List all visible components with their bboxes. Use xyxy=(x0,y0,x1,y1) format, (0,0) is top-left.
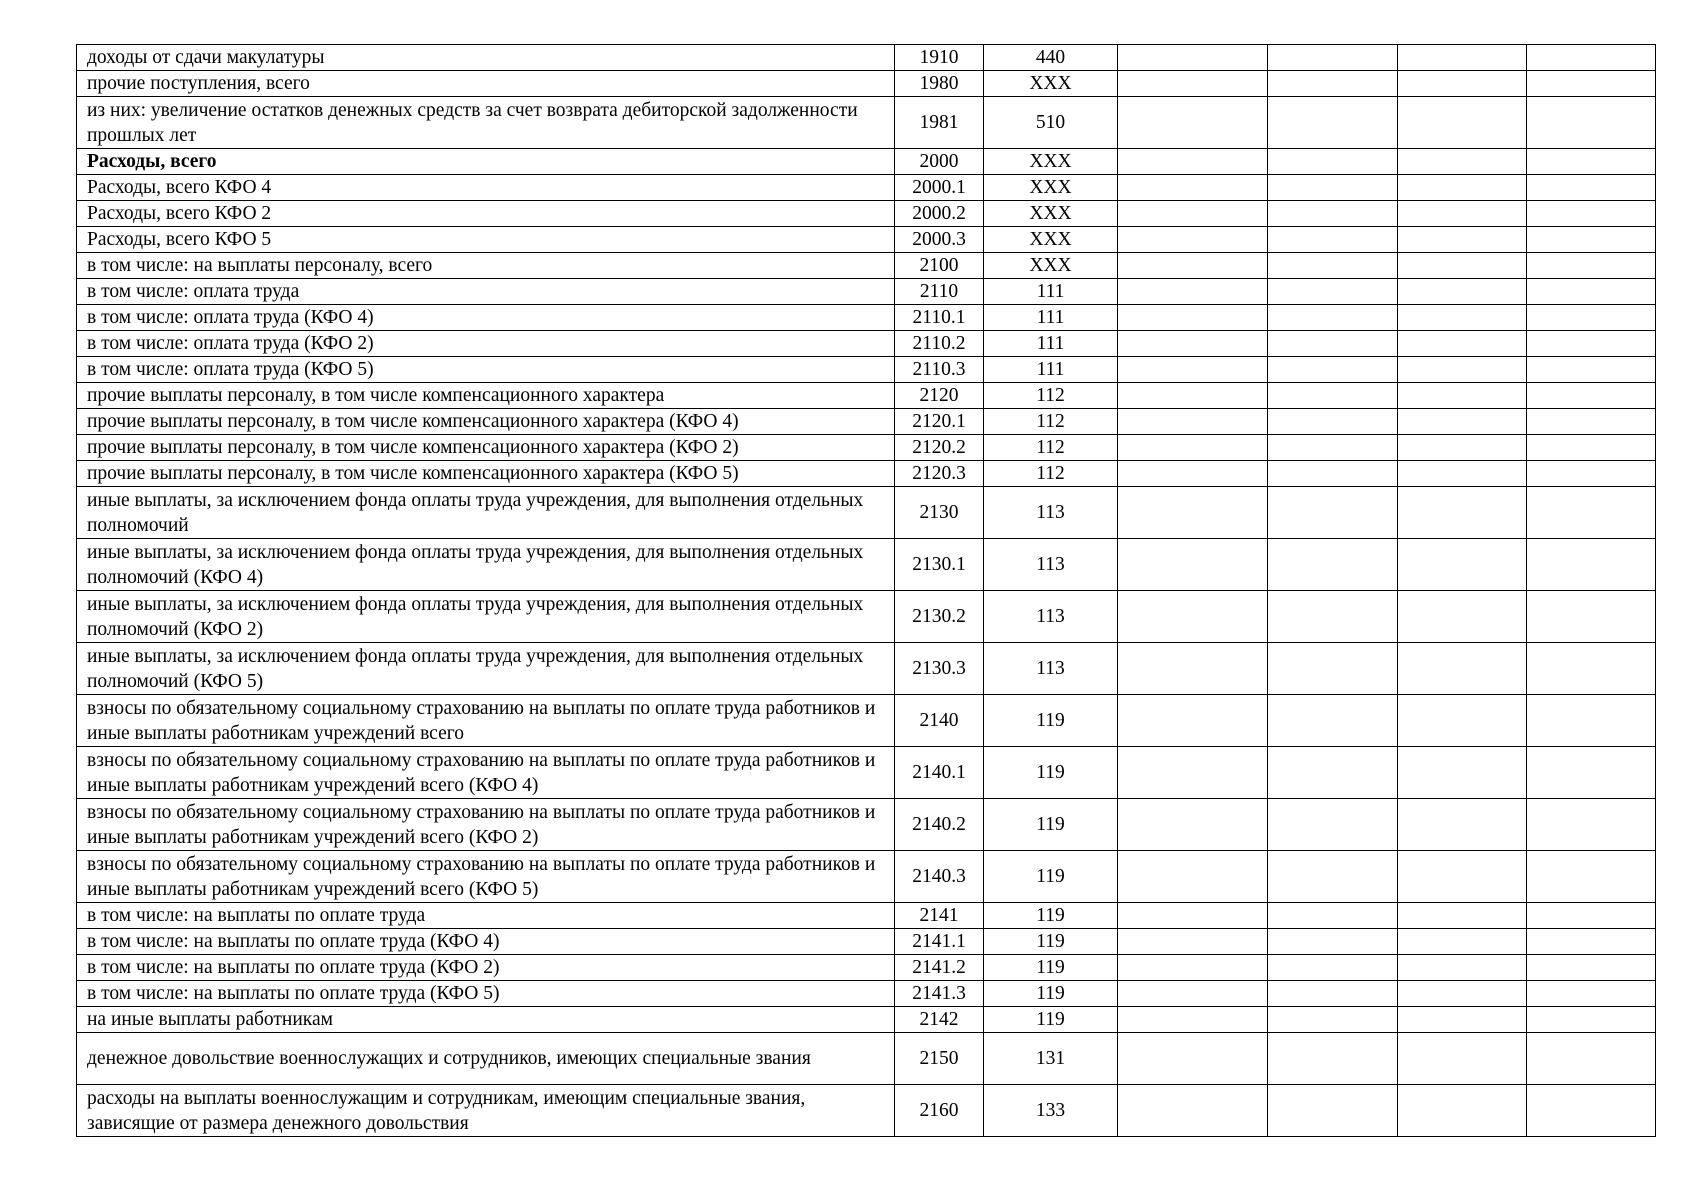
amount-cell xyxy=(1118,45,1268,71)
table-row xyxy=(77,851,1656,903)
row-kosgu-code: 440 xyxy=(984,45,1118,71)
amount-cell xyxy=(1527,539,1656,591)
row-code: 2130.2 xyxy=(895,591,984,643)
amount-cell xyxy=(1268,331,1398,357)
row-label: в том числе: на выплаты по оплате труда xyxy=(77,903,895,929)
row-code: 2140.1 xyxy=(895,747,984,799)
table-row xyxy=(77,1007,1656,1033)
amount-cell xyxy=(1398,357,1527,383)
row-kosgu-code: 119 xyxy=(984,903,1118,929)
table-row xyxy=(77,799,1656,851)
amount-cell xyxy=(1118,1033,1268,1085)
row-label: денежное довольствие военнослужащих и сотрудников, имеющих специальные звания xyxy=(77,1033,895,1085)
table-row xyxy=(77,929,1656,955)
table-row xyxy=(77,149,1656,175)
row-kosgu-code: 111 xyxy=(984,331,1118,357)
table-row xyxy=(77,435,1656,461)
row-code: 2100 xyxy=(895,253,984,279)
amount-cell xyxy=(1398,851,1527,903)
amount-cell xyxy=(1398,539,1527,591)
row-kosgu-code: 119 xyxy=(984,747,1118,799)
row-code: 2140.3 xyxy=(895,851,984,903)
amount-cell xyxy=(1118,747,1268,799)
row-code: 2110.1 xyxy=(895,305,984,331)
row-code: 1980 xyxy=(895,71,984,97)
amount-cell xyxy=(1398,461,1527,487)
row-code: 2142 xyxy=(895,1007,984,1033)
amount-cell xyxy=(1398,253,1527,279)
row-kosgu-code: XXX xyxy=(984,253,1118,279)
table-row xyxy=(77,45,1656,71)
row-code: 2141.3 xyxy=(895,981,984,1007)
amount-cell xyxy=(1398,643,1527,695)
row-code: 2141.1 xyxy=(895,929,984,955)
row-code: 2140 xyxy=(895,695,984,747)
amount-cell xyxy=(1398,175,1527,201)
amount-cell xyxy=(1527,331,1656,357)
amount-cell xyxy=(1527,227,1656,253)
amount-cell xyxy=(1118,435,1268,461)
row-kosgu-code: 119 xyxy=(984,1007,1118,1033)
amount-cell xyxy=(1268,435,1398,461)
amount-cell xyxy=(1398,1033,1527,1085)
amount-cell xyxy=(1527,981,1656,1007)
amount-cell xyxy=(1398,279,1527,305)
row-kosgu-code: 111 xyxy=(984,357,1118,383)
amount-cell xyxy=(1118,227,1268,253)
amount-cell xyxy=(1268,45,1398,71)
amount-cell xyxy=(1118,955,1268,981)
row-kosgu-code: 112 xyxy=(984,383,1118,409)
amount-cell xyxy=(1398,409,1527,435)
amount-cell xyxy=(1118,903,1268,929)
row-kosgu-code: 111 xyxy=(984,279,1118,305)
amount-cell xyxy=(1118,643,1268,695)
row-kosgu-code: 113 xyxy=(984,487,1118,539)
row-code: 2150 xyxy=(895,1033,984,1085)
amount-cell xyxy=(1268,747,1398,799)
amount-cell xyxy=(1268,97,1398,149)
amount-cell xyxy=(1527,279,1656,305)
amount-cell xyxy=(1268,955,1398,981)
row-kosgu-code: 510 xyxy=(984,97,1118,149)
row-code: 2110.3 xyxy=(895,357,984,383)
amount-cell xyxy=(1118,279,1268,305)
amount-cell xyxy=(1398,591,1527,643)
row-label: в том числе: оплата труда (КФО 2) xyxy=(77,331,895,357)
row-kosgu-code: XXX xyxy=(984,149,1118,175)
amount-cell xyxy=(1398,1007,1527,1033)
amount-cell xyxy=(1398,383,1527,409)
amount-cell xyxy=(1398,331,1527,357)
amount-cell xyxy=(1268,357,1398,383)
amount-cell xyxy=(1268,201,1398,227)
amount-cell xyxy=(1527,851,1656,903)
amount-cell xyxy=(1268,305,1398,331)
document-page xyxy=(76,44,1655,1137)
row-label: иные выплаты, за исключением фонда оплаты труда учреждения, для выполнения отдельных полномочий (КФО 4) xyxy=(77,539,895,591)
amount-cell xyxy=(1268,591,1398,643)
row-code: 2130.3 xyxy=(895,643,984,695)
amount-cell xyxy=(1118,1085,1268,1137)
table-row xyxy=(77,747,1656,799)
row-label: в том числе: оплата труда (КФО 5) xyxy=(77,357,895,383)
table-row xyxy=(77,71,1656,97)
amount-cell xyxy=(1398,305,1527,331)
amount-cell xyxy=(1527,357,1656,383)
amount-cell xyxy=(1398,799,1527,851)
amount-cell xyxy=(1398,227,1527,253)
row-kosgu-code: XXX xyxy=(984,227,1118,253)
amount-cell xyxy=(1268,643,1398,695)
amount-cell xyxy=(1118,929,1268,955)
amount-cell xyxy=(1527,435,1656,461)
table-row xyxy=(77,461,1656,487)
table-row xyxy=(77,591,1656,643)
amount-cell xyxy=(1268,279,1398,305)
amount-cell xyxy=(1118,331,1268,357)
table-row xyxy=(77,539,1656,591)
row-code: 2000 xyxy=(895,149,984,175)
row-label: иные выплаты, за исключением фонда оплаты труда учреждения, для выполнения отдельных полномочий (КФО 2) xyxy=(77,591,895,643)
table-row xyxy=(77,383,1656,409)
amount-cell xyxy=(1527,955,1656,981)
row-code: 2130.1 xyxy=(895,539,984,591)
amount-cell xyxy=(1527,201,1656,227)
row-label: в том числе: на выплаты по оплате труда (КФО 5) xyxy=(77,981,895,1007)
row-kosgu-code: 112 xyxy=(984,435,1118,461)
amount-cell xyxy=(1268,1007,1398,1033)
amount-cell xyxy=(1527,461,1656,487)
amount-cell xyxy=(1527,643,1656,695)
amount-cell xyxy=(1118,357,1268,383)
row-kosgu-code: 119 xyxy=(984,929,1118,955)
amount-cell xyxy=(1527,383,1656,409)
amount-cell xyxy=(1398,903,1527,929)
amount-cell xyxy=(1268,903,1398,929)
table-row xyxy=(77,227,1656,253)
row-kosgu-code: 133 xyxy=(984,1085,1118,1137)
row-label: на иные выплаты работникам xyxy=(77,1007,895,1033)
row-kosgu-code: 113 xyxy=(984,643,1118,695)
amount-cell xyxy=(1118,461,1268,487)
amount-cell xyxy=(1118,97,1268,149)
amount-cell xyxy=(1118,305,1268,331)
row-kosgu-code: 119 xyxy=(984,695,1118,747)
amount-cell xyxy=(1527,45,1656,71)
amount-cell xyxy=(1118,851,1268,903)
amount-cell xyxy=(1268,539,1398,591)
amount-cell xyxy=(1398,695,1527,747)
amount-cell xyxy=(1398,981,1527,1007)
row-code: 2120.2 xyxy=(895,435,984,461)
row-label: в том числе: на выплаты персоналу, всего xyxy=(77,253,895,279)
amount-cell xyxy=(1118,799,1268,851)
table-row xyxy=(77,409,1656,435)
amount-cell xyxy=(1527,747,1656,799)
amount-cell xyxy=(1268,71,1398,97)
row-kosgu-code: 119 xyxy=(984,851,1118,903)
amount-cell xyxy=(1527,71,1656,97)
table-row xyxy=(77,97,1656,149)
row-label: взносы по обязательному социальному страхованию на выплаты по оплате труда работников и иные выплаты работникам учреждений всего (КФО 5) xyxy=(77,851,895,903)
amount-cell xyxy=(1118,591,1268,643)
amount-cell xyxy=(1527,409,1656,435)
row-code: 2140.2 xyxy=(895,799,984,851)
amount-cell xyxy=(1118,201,1268,227)
amount-cell xyxy=(1118,487,1268,539)
row-label: в том числе: оплата труда (КФО 4) xyxy=(77,305,895,331)
row-code: 2141.2 xyxy=(895,955,984,981)
table-row xyxy=(77,305,1656,331)
amount-cell xyxy=(1527,903,1656,929)
table-row xyxy=(77,903,1656,929)
row-kosgu-code: 111 xyxy=(984,305,1118,331)
row-code: 2130 xyxy=(895,487,984,539)
row-label: в том числе: на выплаты по оплате труда (КФО 4) xyxy=(77,929,895,955)
row-kosgu-code: XXX xyxy=(984,175,1118,201)
row-kosgu-code: 119 xyxy=(984,981,1118,1007)
row-label: прочие выплаты персоналу, в том числе компенсационного характера (КФО 4) xyxy=(77,409,895,435)
amount-cell xyxy=(1118,1007,1268,1033)
table-row xyxy=(77,1033,1656,1085)
amount-cell xyxy=(1118,695,1268,747)
row-code: 2141 xyxy=(895,903,984,929)
row-label: Расходы, всего КФО 5 xyxy=(77,227,895,253)
row-code: 2120.1 xyxy=(895,409,984,435)
amount-cell xyxy=(1527,1085,1656,1137)
table-row xyxy=(77,955,1656,981)
amount-cell xyxy=(1527,695,1656,747)
amount-cell xyxy=(1527,591,1656,643)
row-label: Расходы, всего xyxy=(77,149,895,175)
amount-cell xyxy=(1118,253,1268,279)
table-row xyxy=(77,331,1656,357)
amount-cell xyxy=(1118,149,1268,175)
row-label: прочие поступления, всего xyxy=(77,71,895,97)
row-label: взносы по обязательному социальному страхованию на выплаты по оплате труда работников и иные выплаты работникам учреждений всего (КФО 4) xyxy=(77,747,895,799)
row-code: 2000.2 xyxy=(895,201,984,227)
row-kosgu-code: 119 xyxy=(984,955,1118,981)
amount-cell xyxy=(1118,175,1268,201)
amount-cell xyxy=(1118,981,1268,1007)
amount-cell xyxy=(1527,487,1656,539)
row-label: взносы по обязательному социальному страхованию на выплаты по оплате труда работников и иные выплаты работникам учреждений всего (КФО 2) xyxy=(77,799,895,851)
amount-cell xyxy=(1118,539,1268,591)
row-kosgu-code: XXX xyxy=(984,201,1118,227)
amount-cell xyxy=(1268,461,1398,487)
amount-cell xyxy=(1398,487,1527,539)
amount-cell xyxy=(1398,71,1527,97)
row-code: 1910 xyxy=(895,45,984,71)
table-row xyxy=(77,695,1656,747)
amount-cell xyxy=(1398,955,1527,981)
row-label: иные выплаты, за исключением фонда оплаты труда учреждения, для выполнения отдельных полномочий (КФО 5) xyxy=(77,643,895,695)
amount-cell xyxy=(1268,1033,1398,1085)
row-kosgu-code: 119 xyxy=(984,799,1118,851)
row-label: иные выплаты, за исключением фонда оплаты труда учреждения, для выполнения отдельных полномочий xyxy=(77,487,895,539)
amount-cell xyxy=(1398,149,1527,175)
row-label: прочие выплаты персоналу, в том числе компенсационного характера xyxy=(77,383,895,409)
row-code: 2120.3 xyxy=(895,461,984,487)
row-label: прочие выплаты персоналу, в том числе компенсационного характера (КФО 2) xyxy=(77,435,895,461)
amount-cell xyxy=(1527,253,1656,279)
table-row xyxy=(77,357,1656,383)
row-label: прочие выплаты персоналу, в том числе компенсационного характера (КФО 5) xyxy=(77,461,895,487)
table-row xyxy=(77,487,1656,539)
amount-cell xyxy=(1268,981,1398,1007)
financial-plan-table xyxy=(76,44,1656,1137)
amount-cell xyxy=(1268,695,1398,747)
table-row xyxy=(77,981,1656,1007)
row-kosgu-code: XXX xyxy=(984,71,1118,97)
row-kosgu-code: 113 xyxy=(984,539,1118,591)
amount-cell xyxy=(1268,253,1398,279)
row-code: 2120 xyxy=(895,383,984,409)
row-label: Расходы, всего КФО 4 xyxy=(77,175,895,201)
table-row xyxy=(77,279,1656,305)
amount-cell xyxy=(1118,409,1268,435)
amount-cell xyxy=(1268,929,1398,955)
amount-cell xyxy=(1527,929,1656,955)
amount-cell xyxy=(1268,799,1398,851)
amount-cell xyxy=(1527,97,1656,149)
amount-cell xyxy=(1527,305,1656,331)
amount-cell xyxy=(1527,799,1656,851)
amount-cell xyxy=(1398,929,1527,955)
table-row xyxy=(77,253,1656,279)
amount-cell xyxy=(1398,97,1527,149)
table-row xyxy=(77,643,1656,695)
table-body xyxy=(77,45,1656,1137)
row-kosgu-code: 112 xyxy=(984,409,1118,435)
row-kosgu-code: 131 xyxy=(984,1033,1118,1085)
amount-cell xyxy=(1268,175,1398,201)
table-row xyxy=(77,175,1656,201)
row-label: Расходы, всего КФО 2 xyxy=(77,201,895,227)
amount-cell xyxy=(1268,149,1398,175)
amount-cell xyxy=(1268,1085,1398,1137)
row-label: из них: увеличение остатков денежных средств за счет возврата дебиторской задолженности прошлых лет xyxy=(77,97,895,149)
amount-cell xyxy=(1527,1033,1656,1085)
amount-cell xyxy=(1268,409,1398,435)
row-code: 2110 xyxy=(895,279,984,305)
amount-cell xyxy=(1268,227,1398,253)
table-row xyxy=(77,1085,1656,1137)
row-label: расходы на выплаты военнослужащим и сотрудникам, имеющим специальные звания, зависящие от размера денежного довольствия xyxy=(77,1085,895,1137)
row-code: 2160 xyxy=(895,1085,984,1137)
amount-cell xyxy=(1398,747,1527,799)
row-code: 2110.2 xyxy=(895,331,984,357)
row-kosgu-code: 112 xyxy=(984,461,1118,487)
amount-cell xyxy=(1118,71,1268,97)
row-code: 2000.1 xyxy=(895,175,984,201)
row-label: в том числе: оплата труда xyxy=(77,279,895,305)
amount-cell xyxy=(1268,487,1398,539)
amount-cell xyxy=(1118,383,1268,409)
row-kosgu-code: 113 xyxy=(984,591,1118,643)
row-label: в том числе: на выплаты по оплате труда (КФО 2) xyxy=(77,955,895,981)
row-label: взносы по обязательному социальному страхованию на выплаты по оплате труда работников и иные выплаты работникам учреждений всего xyxy=(77,695,895,747)
amount-cell xyxy=(1398,201,1527,227)
amount-cell xyxy=(1527,149,1656,175)
amount-cell xyxy=(1398,45,1527,71)
amount-cell xyxy=(1527,175,1656,201)
table-row xyxy=(77,201,1656,227)
row-code: 1981 xyxy=(895,97,984,149)
amount-cell xyxy=(1527,1007,1656,1033)
amount-cell xyxy=(1398,435,1527,461)
amount-cell xyxy=(1268,851,1398,903)
row-code: 2000.3 xyxy=(895,227,984,253)
amount-cell xyxy=(1398,1085,1527,1137)
amount-cell xyxy=(1268,383,1398,409)
row-label: доходы от сдачи макулатуры xyxy=(77,45,895,71)
